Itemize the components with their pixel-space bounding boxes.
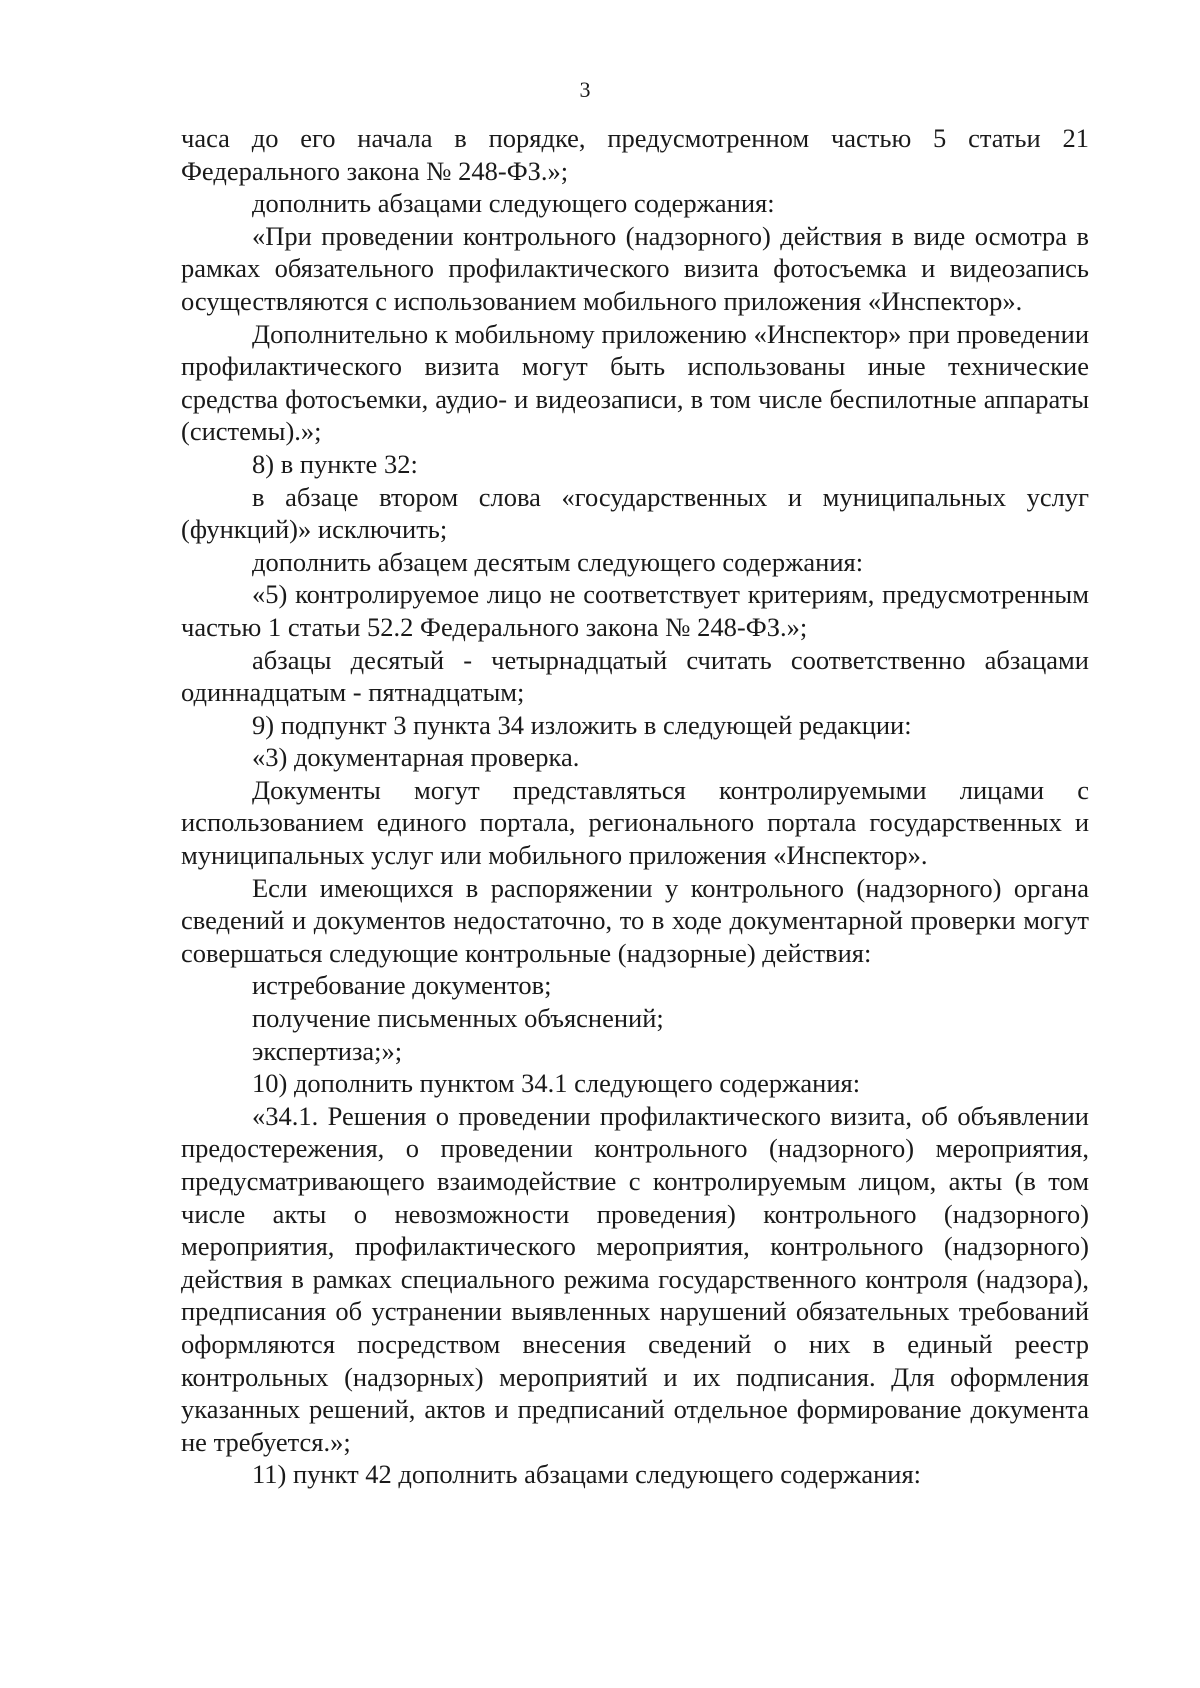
paragraph: абзацы десятый - четырнадцатый считать соответственно абзацами одиннадцатым - пятнадцатым; (181, 644, 1089, 708)
paragraph: в абзаце втором слова «государственных и муниципальных услуг (функций)» исключить; (181, 481, 1089, 545)
paragraph: Если имеющихся в распоряжении у контрольного (надзорного) органа сведений и документов недостаточно, то в ходе документарной проверки могут совершаться следующие контрольные (надзорные) действия: (181, 872, 1089, 968)
paragraph: «34.1. Решения о проведении профилактического визита, об объявлении предостережения, о проведении контрольного (надзорного) мероприятия, предусматривающего взаимодействие с контролируемым лицом, акты (в том числе акты о невозможности проведения) контрольного (надзорного) мероприятия, профилактического мероприятия, контрольного (надзорного) действия в рамках специального режима государственного контроля (надзора), предписания об устранении выявленных нарушений обязательных требований оформляются посредством внесения сведений о них в единый реестр контрольных (надзорных) мероприятий и их подписания. Для оформления указанных решений, актов и предписаний отдельное формирование документа не требуется.»; (181, 1100, 1089, 1457)
paragraph: дополнить абзацем десятым следующего содержания: (252, 546, 864, 577)
paragraph: экспертиза;»; (252, 1035, 403, 1066)
paragraph: «3) документарная проверка. (252, 742, 580, 773)
paragraph: получение письменных объяснений; (252, 1003, 664, 1034)
paragraph: «При проведении контрольного (надзорного) действия в виде осмотра в рамках обязательного профилактического визита фотосъемка и видеозапись осуществляются с использованием мобильного приложения «Инспектор». (181, 220, 1089, 316)
paragraph: 10) дополнить пунктом 34.1 следующего содержания: (252, 1068, 861, 1099)
paragraph: Дополнительно к мобильному приложению «Инспектор» при проведении профилактического визита могут быть использованы иные технические средства фотосъемки, аудио- и видеозаписи, в том числе беспилотные аппараты (системы).»; (181, 318, 1089, 447)
paragraph: 8) в пункте 32: (252, 448, 418, 479)
paragraph: дополнить абзацами следующего содержания: (252, 188, 775, 219)
page-number: 3 (579, 77, 591, 102)
document-body (181, 122, 1089, 1491)
paragraph: истребование документов; (252, 970, 552, 1001)
paragraph: «5) контролируемое лицо не соответствует критериям, предусмотренным частью 1 статьи 52.2 Федерального закона № 248-ФЗ.»; (181, 579, 1089, 642)
paragraph: 11) пункт 42 дополнить абзацами следующего содержания: (252, 1459, 922, 1490)
paragraph: 9) подпункт 3 пункта 34 изложить в следующей редакции: (252, 709, 912, 740)
paragraph: часа до его начала в порядке, предусмотренном частью 5 статьи 21 Федерального закона № 248-ФЗ.»; (181, 123, 1089, 186)
paragraph: Документы могут представляться контролируемыми лицами с использованием единого портала, регионального портала государственных и муниципальных услуг или мобильного приложения «Инспектор». (181, 774, 1089, 871)
